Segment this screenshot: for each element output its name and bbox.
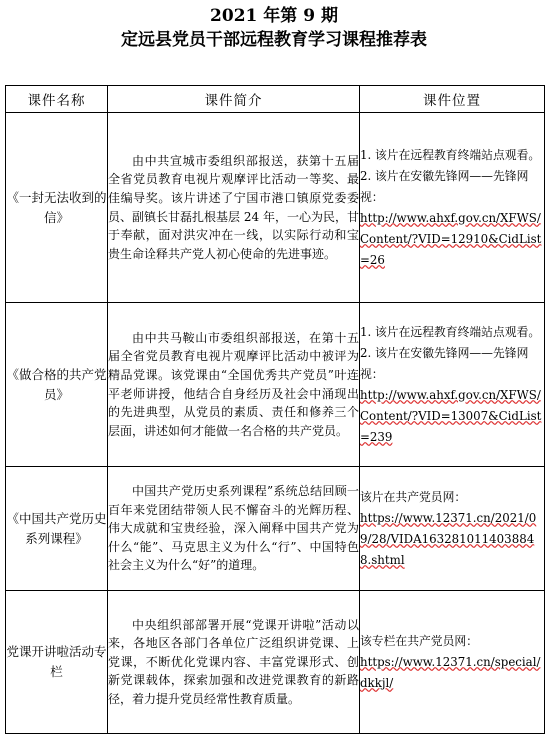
page-title: 定远县党员干部远程教育学习课程推荐表 xyxy=(121,30,427,50)
course-intro-text: 由中共马鞍山市委组织部报送，在第十五届全省党员教育电视片观摩评比活动中被评为精品党课。该党课由“全国优秀共产党员”叶连平老师讲授，他结合自身经历及社会中涌现出的先进典型，从党员的素质、责任和修养三个层面，讲述如何才能做一名合格的共产党员。 xyxy=(108,330,359,438)
location-line: 2. 该片在安徽先锋网——先锋网视： xyxy=(360,168,529,204)
table-row xyxy=(6,303,545,467)
course-name: 《一封无法收到的信》 xyxy=(6,113,108,303)
course-url-link[interactable]: https://www.12371.cn/special/dkkjl/ xyxy=(360,654,541,690)
course-location xyxy=(360,303,545,467)
course-intro-text: 中央组织部部署开展“党课开讲啦”活动以来，各地区各部门各单位广泛组织讲党课、上党课，不断优化党课内容、丰富党课形式、创新党课载体，探索加强和改进党课教育的新路径，着力提升党员经常性教育质量。 xyxy=(108,617,359,706)
course-intro-text: 中国共产党历史系列课程”系统总结回顾一百年来党团结带领人民不懈奋斗的光辉历程、伟大成就和宝贵经验，深入阐释中国共产党为什么“能”、马克思主义为什么“行”、中国特色社会主义为什么“好”的道理。 xyxy=(108,484,359,573)
course-name: 党课开讲啦活动专栏 xyxy=(6,591,108,734)
column-header-name: 课件名称 xyxy=(6,86,108,113)
course-intro xyxy=(108,591,360,734)
course-intro-text: 由中共宣城市委组织部报送，获第十五届全省党员教育电视片观摩评比活动一等奖、最佳编导奖。该片讲述了宁国市港口镇原党委委员、副镇长甘磊扎根基层 24 年，一心为民，甘于奉献，面对洪灾冲在一线，以实际行动和宝贵生命诠释共产党人初心使命的先进事迹。 xyxy=(108,153,359,261)
column-header-intro: 课件简介 xyxy=(108,86,360,113)
course-url-link[interactable]: http://www.ahxf.gov.cn/XFWS/Content/?VID=12910&CidList=26 xyxy=(360,210,542,267)
course-intro xyxy=(108,113,360,303)
location-line: 2. 该片在安徽先锋网——先锋网视： xyxy=(360,345,529,381)
location-line: 该片在共产党员网： xyxy=(360,489,467,504)
course-name: 《中国共产党历史系列课程》 xyxy=(6,467,108,591)
course-intro xyxy=(108,303,360,467)
course-name: 《做合格的共产党员》 xyxy=(6,303,108,467)
course-location xyxy=(360,113,545,303)
issue-title: 2021 年第 9 期 xyxy=(210,6,338,26)
course-table xyxy=(5,85,545,734)
table-row xyxy=(6,113,545,303)
course-location xyxy=(360,591,545,734)
course-location xyxy=(360,467,545,591)
table-row xyxy=(6,591,545,734)
location-line: 1. 该片在远程教育终端站点观看。 xyxy=(360,324,541,339)
location-line: 1. 该片在远程教育终端站点观看。 xyxy=(360,147,541,162)
course-url-link[interactable]: https://www.12371.cn/2021/09/28/VIDA1632810114038848.shtml xyxy=(360,510,537,567)
title-block xyxy=(0,6,548,51)
course-intro xyxy=(108,467,360,591)
column-header-location: 课件位置 xyxy=(360,86,545,113)
location-line: 该专栏在共产党员网： xyxy=(360,633,478,648)
table-header-row xyxy=(6,86,545,113)
course-url-link[interactable]: http://www.ahxf.gov.cn/XFWS/Content/?VID=13007&CidList=239 xyxy=(360,387,542,444)
table-row xyxy=(6,467,545,591)
